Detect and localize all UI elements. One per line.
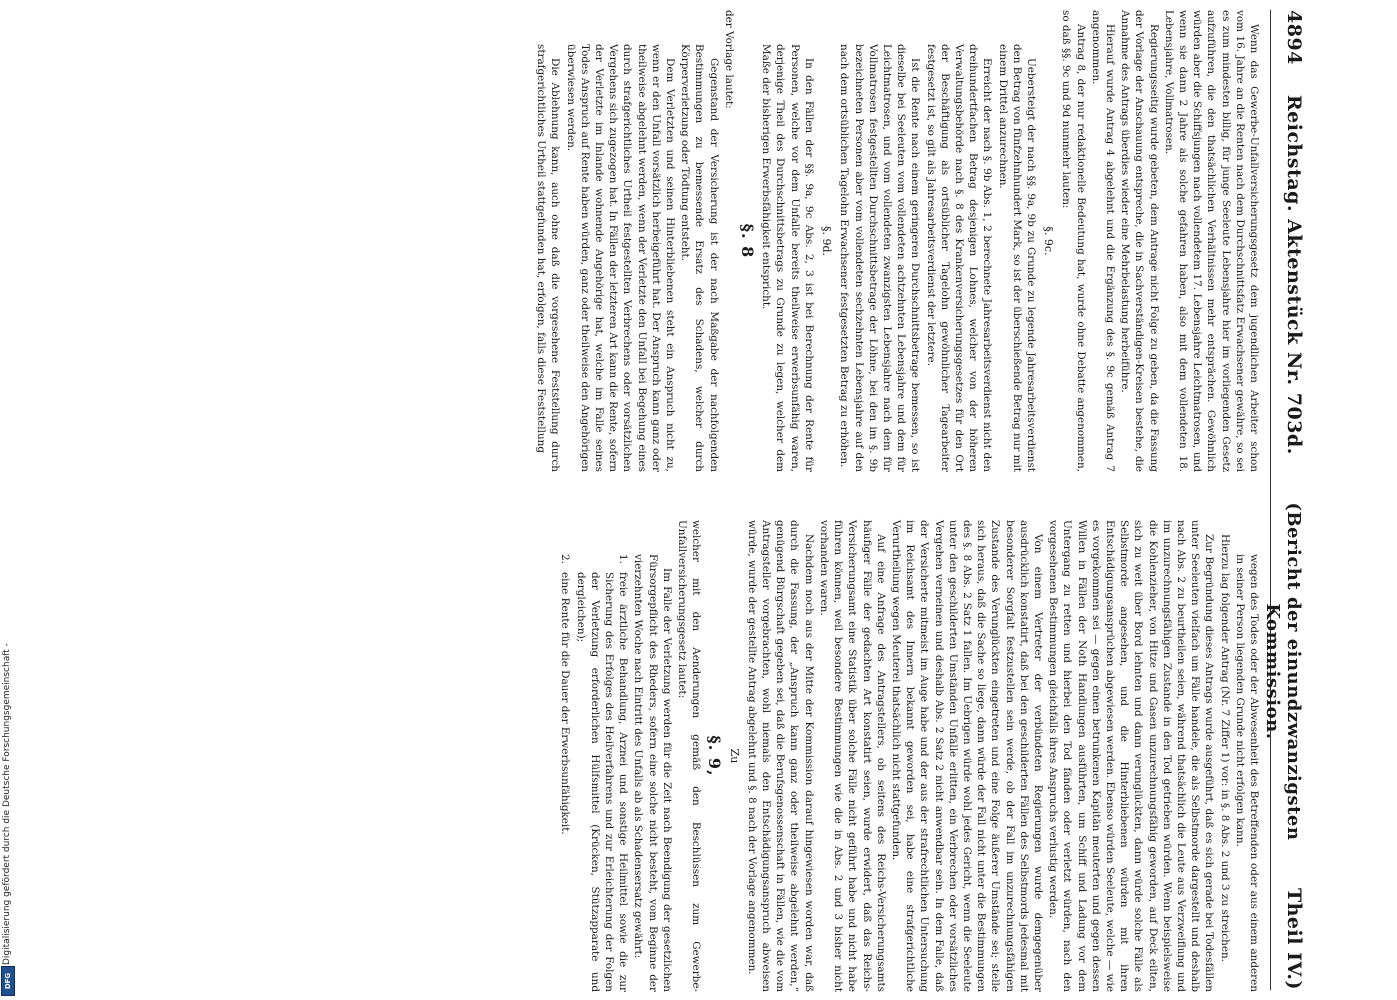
paragraph: Regierungsseitig wurde gebeten, dem Antrage nicht Folge zu geben, da die Fassung der Vorlage der Anschauung entspreche, die in Sachverständigen-Kreisen bestehe, die Annahme des Antrags überdies wieder eine Mehrbelastung herbeiführe. xyxy=(1119,10,1160,472)
paragraph: Wenn das Gewerbe-Unfallversicherungsgesetz dem jugendlichen Arbeiter schon vom 16. Jahre an die Renten nach dem Durchschnittsfatz Erwachsener gewähre, so sei es zum mindesten billig, für junge Seeleute Lebensjahre hier im vorliegenden Gesetz aufzuführen, die den thatsächlichen Verhältnissen mehr entsprächen. Gewöhnlich würden aber die Schiffsjungen nach vollendetem 17. Lebensjahre Leichtmatrosen, und wenn sie dann 2 Jahre als solche gefahren haben, also mit dem vollendeten 18. Lebensjahre, Vollmatrosen. xyxy=(1162,10,1260,472)
rotated-page xyxy=(285,10,1305,1000)
paragraph: Uebersteigt der nach §§. 9a, 9b zu Grunde zu legende Jahresarbeitsverdienst den Betrag von fünfzehnhundert Mark, so ist der überschießende Betrag nur mit einem Drittel anzurechnen. xyxy=(996,44,1037,472)
section-intro: der Vorlage lautet: xyxy=(722,10,735,109)
paragraph: Von einem Vertreter der verbündeten Regierungen wurde demgegenüber ausdrücklich konstatirt, daß bei den geschilderten Fällen des Selbstmords jedesmal mit besonderer Sorgfalt festzustellen sein werde, ob der Fall im unzurechnungsfähigen Zustande des Verunglückten eingetreten und eine Folge äußerer Umstände sei; stelle sich heraus, daß die Sache so liege, dann würde der Fall nicht unter die Bestimmungen des §. 8 Abs. 2 Satz 1 fallen. Im Uebrigen würde wohl jedes Gericht, wenn die Seeleute unter den geschilderten Umständen Unfälle erlitten, ein Verbrechen oder vorsätzliches Vergehen verneinen und deshalb Abs. 2 Satz 2 nicht anwendbar sein. In dem Falle, daß der Versicherte mitmeist im Auge habe und der aus der strafrechtlichen Untersuchung im Reichsamt des Innern bekannt geworden sei, habe eine strafgerichtliche Verurtheilung wegen Meuterei thatsächlich nicht stattgefunden. xyxy=(889,520,1044,992)
list-number: 2. xyxy=(559,554,572,564)
paragraph: Zur Begründung dieses Antrags wurde ausgeführt, daß es sich gerade bei Todesfällen unter Seeleuten vielfach um Fälle handele, die als Selbstmorde dargestellt und deshalb nach Abs. 2 zu beurtheilen seien, während thatsächlich die Leute aus Verzweiflung und im unzurechnungsfähigen Zustande in den Tod getrieben würden. Wenn beispielsweise die Kohlenzieher, von Hitze und Gasen unzurechnungsfähig geworden, auf Deck eilten, sich zu weit über Bord lehnten und dann verunglückten, dann würde solche Fälle als Selbstmorde angesehen, und die Hinterbliebenen würden mit ihren Entschädigungsansprüchen abgewiesen werden. Ebenso würden Seeleute, welche — wie es vorgekommen sei — gegen einen betrunkenen Kapitän meuterten und gegen dessen Willen in Fällen der Noth Handlungen ausführten, um Schiff und Ladung vor dem Untergang zu retten und hierbei den Tod fänden oder verletzt würden, nach den vorgesehenen Bestimmungen gleichfalls ihres Anspruchs verlustig werden. xyxy=(1047,520,1216,992)
list-text: eine Rente für die Dauer der Erwerbsunfähigkeit. xyxy=(559,572,572,835)
list-number: 1. xyxy=(617,554,630,564)
list-item xyxy=(558,554,572,992)
paragraph: Ist die Rente nach einem geringeren Durchschnittsbetrage bemessen, so ist dieselbe bei Seeleuten vom vollendeten achtzehnten Lebensjahre und dem für Leichtmatrosen, und vom vollendeten zwanzigsten Lebensjahre nach dem für Vollmatrosen festgestellten Durchschnittsbetrage der Löhne, bei den im §. 9b bezeichneten Personen aber vom vollendeten sechzehnten Lebensjahre auf den nach dem ortsüblichen Tagelohn Erwachsener festgesetzten Betrag zu erhöhen. xyxy=(838,44,922,472)
page-number: 4894 xyxy=(1283,10,1305,65)
paragraph: Gegenstand der Versicherung ist der nach Maßgabe der nachfolgenden Bestimmungen zu bemessende Ersatz des Schadens, welcher durch Körperverletzung oder Tödtung entsteht. xyxy=(679,44,720,472)
page-title: Reichstag. Aktenstück Nr. 703d. xyxy=(1283,94,1305,455)
page-part: Theil IV.) xyxy=(1283,887,1305,990)
left-column xyxy=(533,10,1261,472)
zu-label: Zu xyxy=(727,748,741,764)
list-text: freie ärztliche Behandlung, Arznei und sonstige Heilmittel sowie die zur Sicherung des Erfolges des Heilverfahrens und zur Erleichterung der Folgen der Verletzung erforderlichen Hülfsmittel (Krücken, Stützapparate und dergleichen); xyxy=(574,572,630,992)
list-item xyxy=(573,554,630,992)
quoted-section-9d xyxy=(759,10,816,472)
section-heading-9d: §. 9d. xyxy=(820,225,834,257)
paragraph: Erreicht der nach §. 9b Abs. 1, 2 berechnete Jahresarbeitsverdienst nicht den dreihundertfachen Betrag desjenigen Lohnes, welcher von der höheren Verwaltungsbehörde nach §. 8 des Krankenversicherungsgesetzes für den Ort der Beschäftigung als ortsüblicher Tagelohn gewöhnlicher Tagearbeiter festgesetzt ist, so gilt als Jahresarbeitsverdienst der letztere. xyxy=(924,44,994,472)
paragraph: Antrag 8, der nur redaktionelle Bedeutung hat, wurde ohne Debatte angenommen, so daß §§. 9c und 9d nunmehr lauten: xyxy=(1060,10,1087,472)
section-heading-9c: §. 9c. xyxy=(1042,226,1056,256)
quoted-section-8 xyxy=(534,10,721,472)
quoted-section-9c xyxy=(837,10,1038,472)
section-heading-8: §. 8 xyxy=(738,223,758,259)
paragraph: Im Falle der Verletzung werden für die Zeit nach Beendigung der gesetzlichen Fürsorgepflicht des Rheders, sofern eine solche nicht besteht, vom Beginne der vierzehnten Woche nach Eintritt des Unfalls ab als Schadensersatz gewährt: xyxy=(632,554,673,992)
dfg-logo-text: DFG xyxy=(4,972,12,990)
paragraph: Auf eine Anfrage des Antragstellers, ob seitens des Reichs-Versicherungsamts häufiger Fälle der gedachten Art konstatirt seien, wurde erwidert, daß das Reichs-Versicherungsamt eine Statistik über solche Fälle nicht geführt habe und nicht habe führen können, weil besondere Bestimmungen wie die in Abs. 2 und 3 bisher nicht vorhanden waren. xyxy=(817,520,887,992)
digitization-credit: Digitalisierung gefördert durch die Deutsche Forschungsgemeinschaft - xyxy=(2,643,12,965)
right-column xyxy=(557,520,1261,992)
paragraph: Dem Verletzten und seinen Hinterbliebenen steht ein Anspruch nicht zu, wenn er den Unfall vorsätzlich herbeigeführt hat. Der Anspruch kann ganz oder theilweise abgelehnt werden, wenn der Verletzte den Unfall bei Begehung eines durch strafgerichtliches Urtheil festgestellten Verbrechens oder vorsätzlichen Vergehens sich zugezogen hat. In Fällen der letzteren Art kann die Rente, sofern der Verletzte im Inlande wohnende Angehörige hat, welche im Falle seines Todes Anspruch auf Rente haben würden, ganz oder theilweise den Angehörigen überwiesen werden. xyxy=(564,44,677,472)
page-content xyxy=(285,10,1305,1000)
quoted-continuation xyxy=(1233,520,1261,992)
paragraph: Hierauf wurde Antrag 4 abgelehnt und die Ergänzung des §. 9c gemäß Antrag 7 angenommen. xyxy=(1089,10,1116,472)
paragraph: Hierzu lag folgender Antrag (Nr. 7 Ziffer 1) vor: in §. 8 Abs. 2 und 3 zu streichen. xyxy=(1218,534,1231,962)
paragraph: Die Ablehnung kann, auch ohne daß die vorgesehene Feststellung durch strafgerichtliches Urtheil stattgefunden hat, erfolgen, falls diese Feststellung xyxy=(535,44,562,472)
paragraph: In den Fällen der §§. 9a, 9c Abs. 2, 3 ist bei Berechnung der Rente für Personen, welche vor dem Unfalle bereits theilweise erwerbsunfähig waren, derjenige Theil des Durchschnittsbetrags zu Grunde zu legen, welcher dem Maße der bisherigen Erwerbsfähigkeit entspricht. xyxy=(760,44,815,472)
quoted-section-9 xyxy=(558,520,674,992)
page-subtitle: (Bericht der einundzwanzigsten Kommission. xyxy=(1262,502,1304,841)
section-heading-9: §. 9, xyxy=(705,735,725,777)
paragraph: wegen des Todes oder der Abwesenheit des Betreffenden oder aus einem anderen in seiner Person liegenden Grunde nicht erfolgen kann. xyxy=(1233,554,1260,992)
dfg-logo-icon xyxy=(1,966,15,996)
section-intro: welcher mit den Aenderungen gemäß den Beschlüssen zum Gewerbe-Unfallversicherungsgesetz lautet: xyxy=(676,520,703,992)
paragraph: Nachdem noch aus der Mitte der Kommission darauf hingewiesen worden war, daß durch die Fassung, der „Anspruch kann ganz oder theilweise abgelehnt werden,“ genügend Bürgschaft gegeben sei, daß die Berufsgenossenschaft in Fällen, wie die vom Antragsteller vorgebrachten, wohl niemals den Entschädigungsanspruch abweisen würde, wurde der gestellte Antrag abgelehnt und §. 8 nach der Vorlage angenommen. xyxy=(745,520,815,992)
page-header xyxy=(1262,10,1305,990)
